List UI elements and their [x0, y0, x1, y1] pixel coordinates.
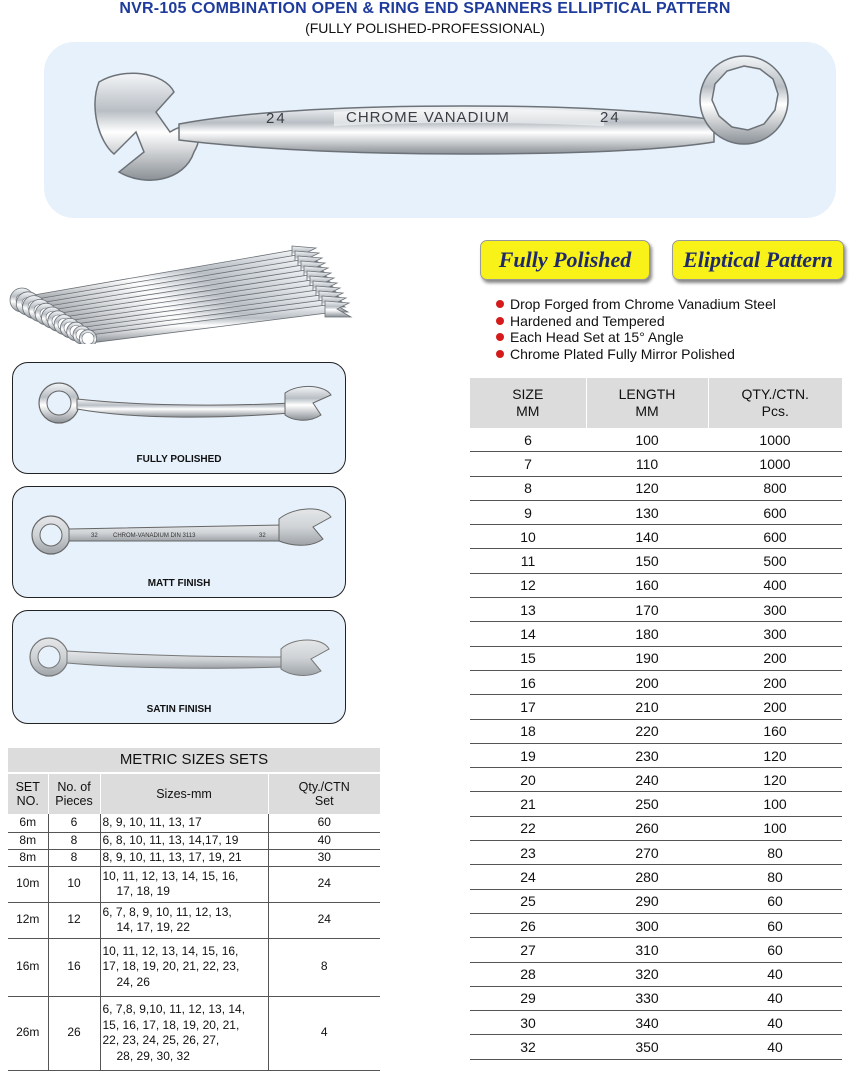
- qty-cell: 120: [708, 768, 842, 792]
- table-row: [470, 719, 842, 743]
- header-sizes: Sizes-mm: [100, 774, 268, 814]
- sizes-line: 28, 29, 30, 32: [116, 1048, 190, 1063]
- table-row: [8, 849, 380, 866]
- length-cell: 240: [586, 768, 708, 792]
- sizes-cell: [100, 832, 268, 849]
- qty-cell: 100: [708, 816, 842, 840]
- feature-item: Drop Forged from Chrome Vanadium Steel: [496, 296, 836, 313]
- table-row: [470, 622, 842, 646]
- sizes-line: 24, 26: [116, 974, 150, 989]
- length-cell: 330: [586, 986, 708, 1010]
- finish-label: MATT FINISH: [147, 578, 211, 589]
- feature-item: Hardened and Tempered: [496, 313, 836, 330]
- length-cell: 170: [586, 598, 708, 622]
- table-row: [470, 1035, 842, 1059]
- matt-finish-spanner-image: [13, 487, 343, 567]
- page-subtitle: (FULLY POLISHED-PROFESSIONAL): [305, 20, 545, 36]
- table-row: [8, 902, 380, 938]
- table-row: [470, 986, 842, 1010]
- size-cell: 20: [470, 768, 586, 792]
- bullet-icon: [496, 317, 504, 325]
- finish-card-fully-polished: [12, 362, 346, 474]
- sizes-line: 6, 7,8, 9,10, 11, 12, 13, 14,: [102, 1002, 246, 1016]
- fully-polished-spanner-image: [13, 363, 343, 443]
- sizes-line: 8, 9, 10, 11, 13, 17, 19, 21: [102, 849, 242, 864]
- sizes-cell: [100, 902, 268, 938]
- sizes-cell: [100, 996, 268, 1070]
- qty-set-cell: 40: [268, 832, 380, 849]
- table-row: [470, 500, 842, 524]
- sizes-line: 17, 18, 19: [116, 884, 170, 898]
- qty-cell: 100: [708, 792, 842, 816]
- hero-spanner-panel: [44, 42, 836, 218]
- size-cell: 17: [470, 695, 586, 719]
- length-cell: 250: [586, 792, 708, 816]
- table-row: [8, 938, 380, 996]
- size-cell: 27: [470, 938, 586, 962]
- sizes-line: 8, 9, 10, 11, 13, 17: [102, 815, 202, 829]
- length-cell: 290: [586, 889, 708, 913]
- set-no-cell: 8m: [8, 849, 48, 866]
- satin-finish-spanner-image: [13, 611, 343, 693]
- size-cell: 22: [470, 816, 586, 840]
- size-cell: 26: [470, 913, 586, 937]
- pieces-cell: 26: [48, 996, 100, 1070]
- pieces-cell: 10: [48, 866, 100, 902]
- table-row: [470, 549, 842, 573]
- qty-cell: 300: [708, 598, 842, 622]
- badge-fully-polished: Fully Polished: [480, 240, 650, 280]
- set-no-cell: 16m: [8, 938, 48, 996]
- size-cell: 12: [470, 573, 586, 597]
- matt-size-right: 32: [259, 533, 266, 539]
- table-row: [470, 695, 842, 719]
- table-row: [470, 1011, 842, 1035]
- table-row: [8, 832, 380, 849]
- size-cell: 7: [470, 452, 586, 476]
- size-cell: 8: [470, 476, 586, 500]
- size-cell: 18: [470, 719, 586, 743]
- qty-cell: 1000: [708, 452, 842, 476]
- size-cell: 24: [470, 865, 586, 889]
- sizes-line: 6, 7, 8, 9, 10, 11, 12, 13,: [102, 904, 232, 919]
- length-cell: 320: [586, 962, 708, 986]
- bullet-icon: [496, 333, 504, 341]
- table-row: [470, 841, 842, 865]
- size-cell: 15: [470, 646, 586, 670]
- length-cell: 130: [586, 500, 708, 524]
- sizes-cell: [100, 849, 268, 866]
- qty-cell: 80: [708, 865, 842, 889]
- size-cell: 30: [470, 1011, 586, 1035]
- length-cell: 140: [586, 525, 708, 549]
- sizes-cell: [100, 938, 268, 996]
- sizes-line: 10, 11, 12, 13, 14, 15, 16,: [102, 868, 239, 883]
- table-row: [470, 525, 842, 549]
- length-cell: 350: [586, 1035, 708, 1059]
- pieces-cell: 16: [48, 938, 100, 996]
- finish-card-matt: [12, 486, 346, 598]
- table-row: [470, 792, 842, 816]
- header-length: LENGTH MM: [586, 378, 708, 428]
- finish-card-satin: [12, 610, 346, 724]
- header-size: SIZE MM: [470, 378, 586, 428]
- qty-cell: 60: [708, 938, 842, 962]
- table-row: [470, 743, 842, 767]
- sizes-line: 14, 17, 19, 22: [116, 920, 190, 934]
- qty-cell: 60: [708, 913, 842, 937]
- hero-size-left: 24: [266, 110, 287, 127]
- hero-size-right: 24: [600, 109, 621, 126]
- length-cell: 200: [586, 670, 708, 694]
- size-cell: 13: [470, 598, 586, 622]
- length-cell: 220: [586, 719, 708, 743]
- qty-cell: 40: [708, 1035, 842, 1059]
- table-row: [470, 428, 842, 452]
- size-cell: 25: [470, 889, 586, 913]
- qty-cell: 80: [708, 841, 842, 865]
- table-row: [470, 573, 842, 597]
- qty-cell: 200: [708, 695, 842, 719]
- table-row: [470, 962, 842, 986]
- bullet-icon: [496, 300, 504, 308]
- table-row: [470, 646, 842, 670]
- size-length-table: [470, 378, 842, 1060]
- length-cell: 100: [586, 428, 708, 452]
- sizes-line: 10, 11, 12, 13, 14, 15, 16,: [102, 943, 239, 958]
- qty-cell: 160: [708, 719, 842, 743]
- length-cell: 270: [586, 841, 708, 865]
- length-cell: 260: [586, 816, 708, 840]
- qty-cell: 300: [708, 622, 842, 646]
- qty-cell: 40: [708, 1011, 842, 1035]
- finish-label: SATIN FINISH: [146, 704, 212, 715]
- pieces-cell: 8: [48, 832, 100, 849]
- length-cell: 160: [586, 573, 708, 597]
- set-no-cell: 10m: [8, 866, 48, 902]
- header-set-no: SET NO.: [8, 774, 48, 814]
- length-cell: 120: [586, 476, 708, 500]
- length-cell: 310: [586, 938, 708, 962]
- length-cell: 110: [586, 452, 708, 476]
- qty-cell: 800: [708, 476, 842, 500]
- spanner-set-image: [4, 240, 376, 344]
- size-cell: 29: [470, 986, 586, 1010]
- qty-set-cell: 8: [268, 938, 380, 996]
- size-cell: 6: [470, 428, 586, 452]
- header-qty: QTY./CTN. Pcs.: [708, 378, 842, 428]
- qty-cell: 120: [708, 743, 842, 767]
- hero-spanner-image: [44, 42, 836, 218]
- length-cell: 190: [586, 646, 708, 670]
- size-cell: 19: [470, 743, 586, 767]
- metric-sets-table: [8, 774, 380, 1071]
- badge-eliptical-pattern: Eliptical Pattern: [672, 240, 844, 280]
- set-no-cell: 6m: [8, 814, 48, 832]
- table-row: [470, 476, 842, 500]
- table-row: [8, 814, 380, 832]
- length-cell: 150: [586, 549, 708, 573]
- finish-label: FULLY POLISHED: [136, 454, 222, 465]
- sizes-cell: [100, 866, 268, 902]
- pieces-cell: 6: [48, 814, 100, 832]
- table-row: [470, 889, 842, 913]
- qty-cell: 500: [708, 549, 842, 573]
- qty-set-cell: 30: [268, 849, 380, 866]
- qty-cell: 40: [708, 962, 842, 986]
- table-row: [470, 938, 842, 962]
- size-cell: 16: [470, 670, 586, 694]
- length-cell: 340: [586, 1011, 708, 1035]
- qty-set-cell: 24: [268, 866, 380, 902]
- table-row: [8, 866, 380, 902]
- qty-set-cell: 24: [268, 902, 380, 938]
- table-header-row: [470, 378, 842, 428]
- pieces-cell: 8: [48, 849, 100, 866]
- set-no-cell: 12m: [8, 902, 48, 938]
- qty-set-cell: 4: [268, 996, 380, 1070]
- pieces-cell: 12: [48, 902, 100, 938]
- qty-cell: 60: [708, 889, 842, 913]
- qty-cell: 600: [708, 500, 842, 524]
- qty-cell: 200: [708, 646, 842, 670]
- size-cell: 11: [470, 549, 586, 573]
- qty-set-cell: 60: [268, 814, 380, 832]
- qty-cell: 600: [708, 525, 842, 549]
- size-cell: 9: [470, 500, 586, 524]
- sizes-line: 22, 23, 24, 25, 26, 27,: [102, 1033, 220, 1047]
- size-cell: 14: [470, 622, 586, 646]
- length-cell: 180: [586, 622, 708, 646]
- size-cell: 32: [470, 1035, 586, 1059]
- qty-cell: 1000: [708, 428, 842, 452]
- bullet-icon: [496, 350, 504, 358]
- table-row: [470, 452, 842, 476]
- qty-cell: 400: [708, 573, 842, 597]
- table-row: [470, 865, 842, 889]
- set-no-cell: 26m: [8, 996, 48, 1070]
- page-title: NVR-105 COMBINATION OPEN & RING END SPANNERS ELLIPTICAL PATTERN: [119, 0, 731, 17]
- size-cell: 28: [470, 962, 586, 986]
- sizes-line: 15, 16, 17, 18, 19, 20, 21,: [102, 1017, 240, 1032]
- set-no-cell: 8m: [8, 832, 48, 849]
- feature-list: [496, 296, 836, 362]
- sizes-line: 17, 18, 19, 20, 21, 22, 23,: [102, 959, 240, 974]
- qty-cell: 40: [708, 986, 842, 1010]
- size-cell: 21: [470, 792, 586, 816]
- header-pieces: No. of Pieces: [48, 774, 100, 814]
- length-cell: 230: [586, 743, 708, 767]
- header-qty-set: Qty./CTN Set: [268, 774, 380, 814]
- length-cell: 210: [586, 695, 708, 719]
- metric-sets-title: METRIC SIZES SETS: [8, 748, 380, 772]
- feature-item: Chrome Plated Fully Mirror Polished: [496, 346, 836, 363]
- table-header-row: [8, 774, 380, 814]
- matt-etching: CHROM-VANADIUM DIN 3113: [113, 533, 196, 539]
- sizes-line: 6, 8, 10, 11, 13, 14,17, 19: [102, 832, 239, 847]
- table-row: [470, 913, 842, 937]
- feature-item: Each Head Set at 15° Angle: [496, 329, 836, 346]
- size-cell: 10: [470, 525, 586, 549]
- table-row: [470, 598, 842, 622]
- sizes-cell: [100, 814, 268, 832]
- matt-size-left: 32: [91, 533, 98, 539]
- qty-cell: 200: [708, 670, 842, 694]
- size-cell: 23: [470, 841, 586, 865]
- hero-brand-etching: CHROME VANADIUM: [346, 109, 510, 126]
- table-row: [470, 670, 842, 694]
- table-row: [470, 816, 842, 840]
- length-cell: 280: [586, 865, 708, 889]
- length-cell: 300: [586, 913, 708, 937]
- table-row: [470, 768, 842, 792]
- table-row: [8, 996, 380, 1070]
